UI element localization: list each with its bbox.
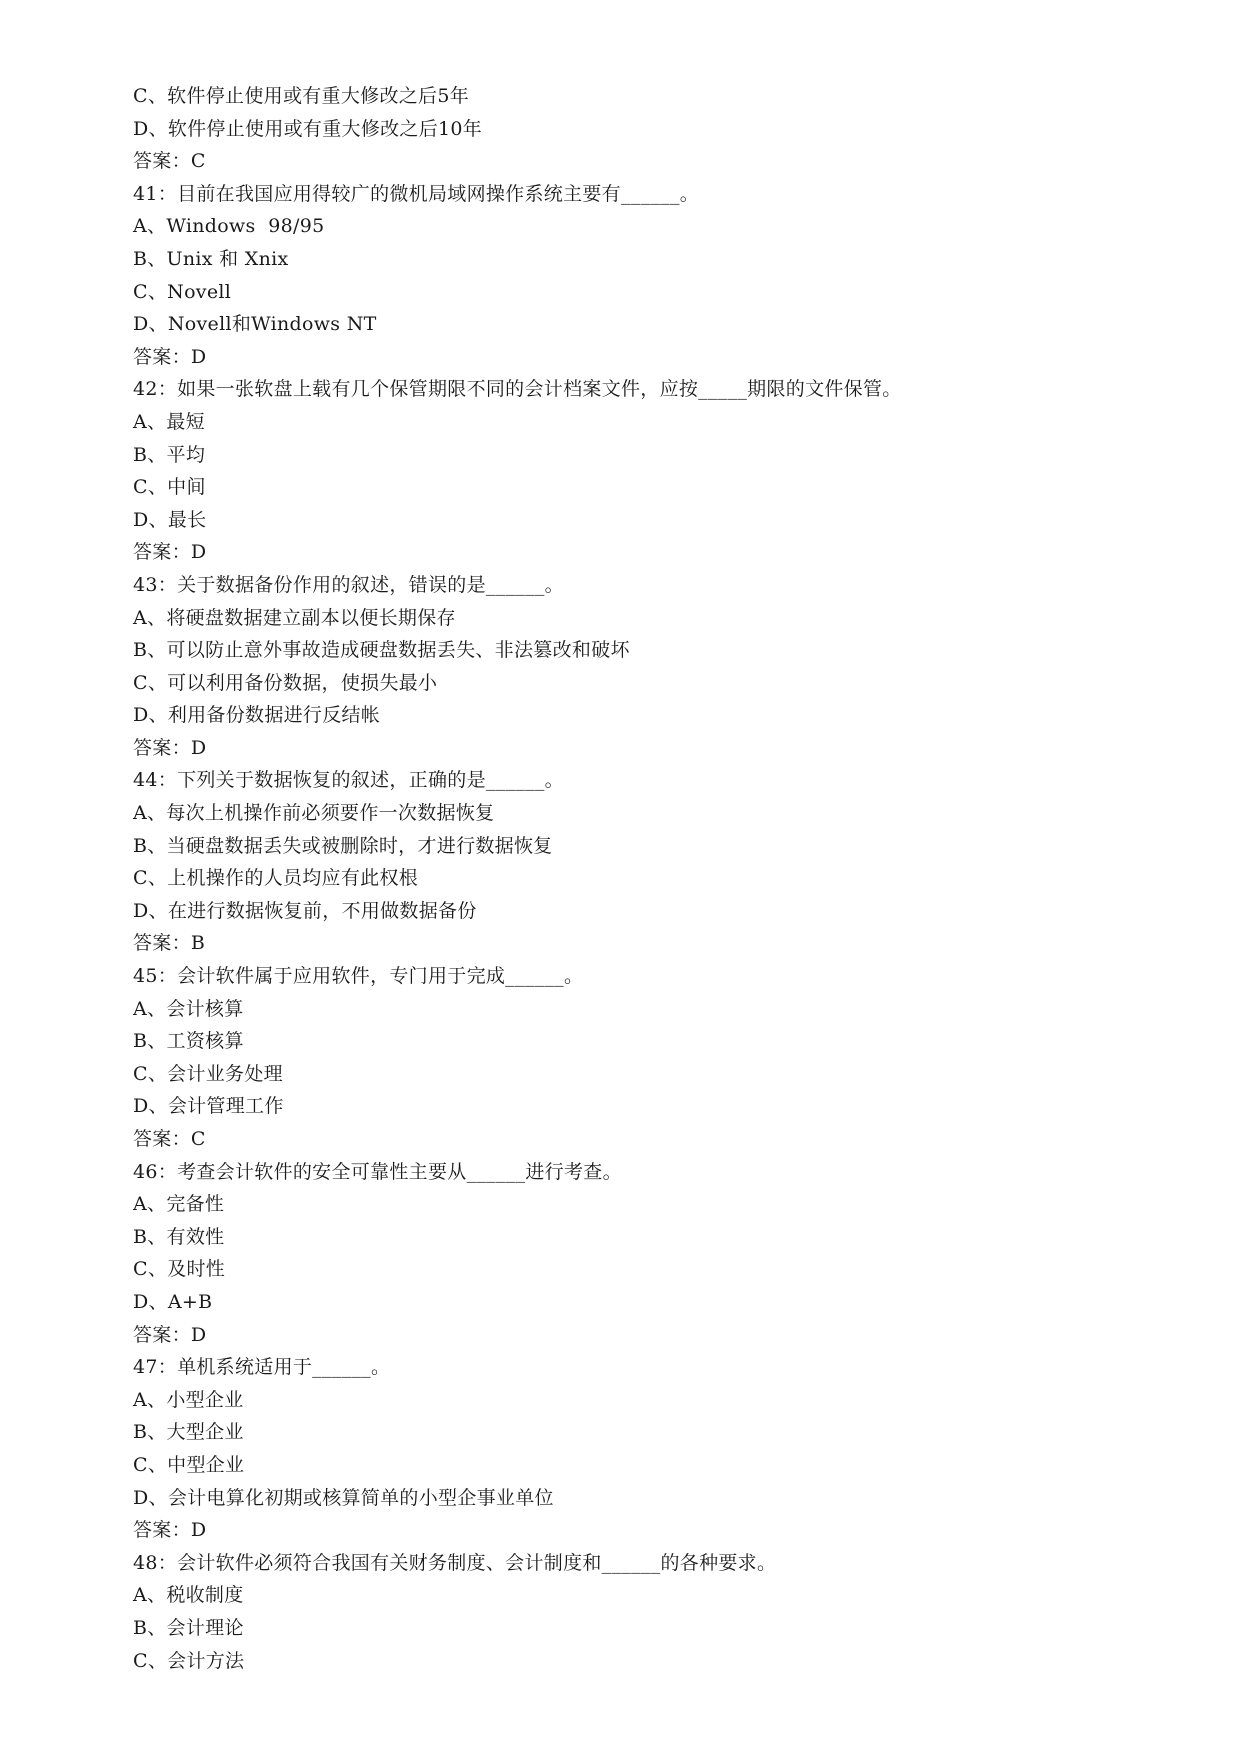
option-a-45: A、会计核算	[133, 997, 244, 1020]
answer-41: 答案：D	[133, 345, 207, 368]
question-43: 43：关于数据备份作用的叙述，错误的是______。	[133, 573, 564, 596]
question-41: 41：目前在我国应用得较广的微机局域网操作系统主要有______。	[133, 182, 700, 205]
option-a-44: A、每次上机操作前必须要作一次数据恢复	[133, 802, 495, 825]
option-d-41: D、Novell和Windows NT	[133, 313, 377, 336]
option-b-43: B、可以防止意外事故造成硬盘数据丢失、非法篡改和破坏	[133, 639, 630, 662]
option-a-41: A、Windows 98/95	[133, 215, 325, 238]
option-d-47: D、会计电算化初期或核算简单的小型企事业单位	[133, 1486, 554, 1509]
option-c-44: C、上机操作的人员均应有此权根	[133, 867, 419, 890]
answer-46: 答案：D	[133, 1323, 207, 1346]
option-b-42: B、平均	[133, 443, 206, 466]
question-46: 46：考查会计软件的安全可靠性主要从______进行考查。	[133, 1160, 622, 1183]
option-a-42: A、最短	[133, 410, 205, 433]
option-a-48: A、税收制度	[133, 1584, 244, 1607]
option-c-42: C、中间	[133, 476, 206, 499]
answer-47: 答案：D	[133, 1519, 207, 1542]
option-c-40: C、软件停止使用或有重大修改之后5年	[133, 85, 470, 107]
option-d-43: D、利用备份数据进行反结帐	[133, 704, 381, 727]
option-d-42: D、最长	[133, 508, 207, 531]
option-b-44: B、当硬盘数据丢失或被删除时，才进行数据恢复	[133, 834, 553, 857]
option-c-41: C、Novell	[133, 280, 232, 303]
question-45: 45：会计软件属于应用软件，专门用于完成______。	[133, 965, 584, 988]
answer-43: 答案：D	[133, 736, 207, 759]
option-b-45: B、工资核算	[133, 1030, 244, 1053]
question-47: 47：单机系统适用于______。	[133, 1356, 391, 1379]
option-d-40: D、软件停止使用或有重大修改之后10年	[133, 117, 483, 140]
option-c-45: C、会计业务处理	[133, 1062, 283, 1085]
option-a-43: A、将硬盘数据建立副本以便长期保存	[133, 606, 456, 629]
option-b-48: B、会计理论	[133, 1616, 244, 1639]
answer-42: 答案：D	[133, 541, 207, 564]
option-c-47: C、中型企业	[133, 1453, 245, 1476]
option-d-46: D、A+B	[133, 1290, 213, 1313]
answer-44: 答案：B	[133, 932, 206, 955]
option-d-45: D、会计管理工作	[133, 1095, 284, 1118]
question-44: 44：下列关于数据恢复的叙述，正确的是______。	[133, 769, 564, 792]
option-c-46: C、及时性	[133, 1258, 226, 1281]
option-c-43: C、可以利用备份数据，使损失最小	[133, 671, 438, 694]
answer-40: 答案：C	[133, 150, 206, 173]
question-text-block	[133, 80, 1133, 1677]
option-c-48: C、会计方法	[133, 1649, 245, 1672]
option-a-46: A、完备性	[133, 1193, 225, 1216]
option-b-46: B、有效性	[133, 1225, 225, 1248]
option-d-44: D、在进行数据恢复前，不用做数据备份	[133, 899, 477, 922]
option-b-47: B、大型企业	[133, 1421, 244, 1444]
answer-45: 答案：C	[133, 1128, 206, 1150]
question-48: 48：会计软件必须符合我国有关财务制度、会计制度和______的各种要求。	[133, 1551, 777, 1574]
option-b-41: B、Unix 和 Xnix	[133, 247, 289, 270]
question-42: 42：如果一张软盘上载有几个保管期限不同的会计档案文件，应按_____期限的文件保管。	[133, 378, 902, 401]
option-a-47: A、小型企业	[133, 1388, 244, 1411]
